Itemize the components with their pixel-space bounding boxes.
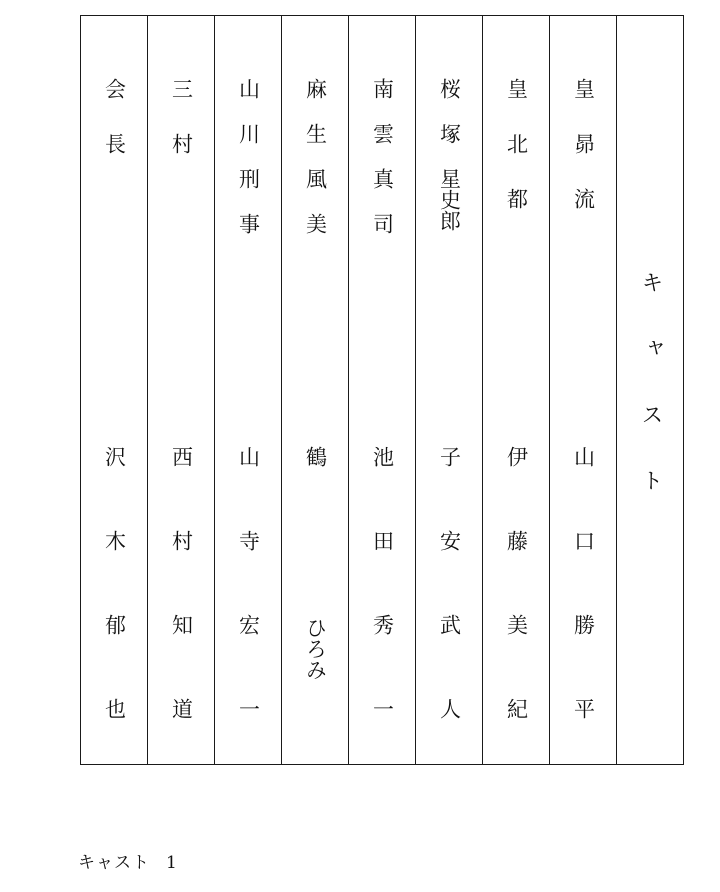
cast-column-yamakawa	[215, 16, 282, 782]
role-name: 皇昴流	[571, 78, 596, 243]
actor-name	[305, 446, 326, 680]
role-name	[439, 78, 460, 231]
actor-name: 子安武人	[437, 446, 462, 782]
page-number: 1	[166, 853, 178, 873]
actor-name: 池田秀一	[370, 446, 395, 782]
cast-column-hokuto	[483, 16, 550, 782]
role-name: 三村	[169, 78, 194, 188]
actor-name: 伊藤美紀	[504, 446, 529, 782]
actor-name: 西村知道	[169, 446, 194, 782]
cast-column-mimura	[148, 16, 215, 782]
footer-label: キャスト	[78, 853, 150, 873]
cast-column-aso	[282, 16, 349, 764]
actor-name-part: 鶴	[303, 446, 328, 467]
cast-heading-column	[617, 16, 683, 764]
actor-name: 山口勝平	[571, 446, 596, 782]
role-name: 山川刑事	[236, 78, 261, 258]
cast-table	[80, 15, 684, 782]
role-name-part: 桜塚	[437, 78, 462, 168]
role-name-part: 星史郎	[437, 168, 462, 231]
cast-column-sakurazuka	[416, 16, 483, 782]
cast-column-chairman	[81, 16, 148, 782]
actor-name: 山寺宏一	[236, 446, 261, 782]
cast-column-nagumo	[349, 16, 416, 782]
cast-heading: キャスト	[638, 271, 663, 535]
cast-column-subaru	[550, 16, 617, 782]
actor-name-part: ひろみ	[303, 617, 328, 680]
page-footer	[78, 848, 178, 873]
actor-name: 沢木郁也	[102, 446, 127, 782]
role-name: 麻生風美	[303, 78, 328, 258]
role-name: 会長	[102, 78, 127, 188]
role-name: 南雲真司	[370, 78, 395, 258]
role-name: 皇北都	[504, 78, 529, 243]
